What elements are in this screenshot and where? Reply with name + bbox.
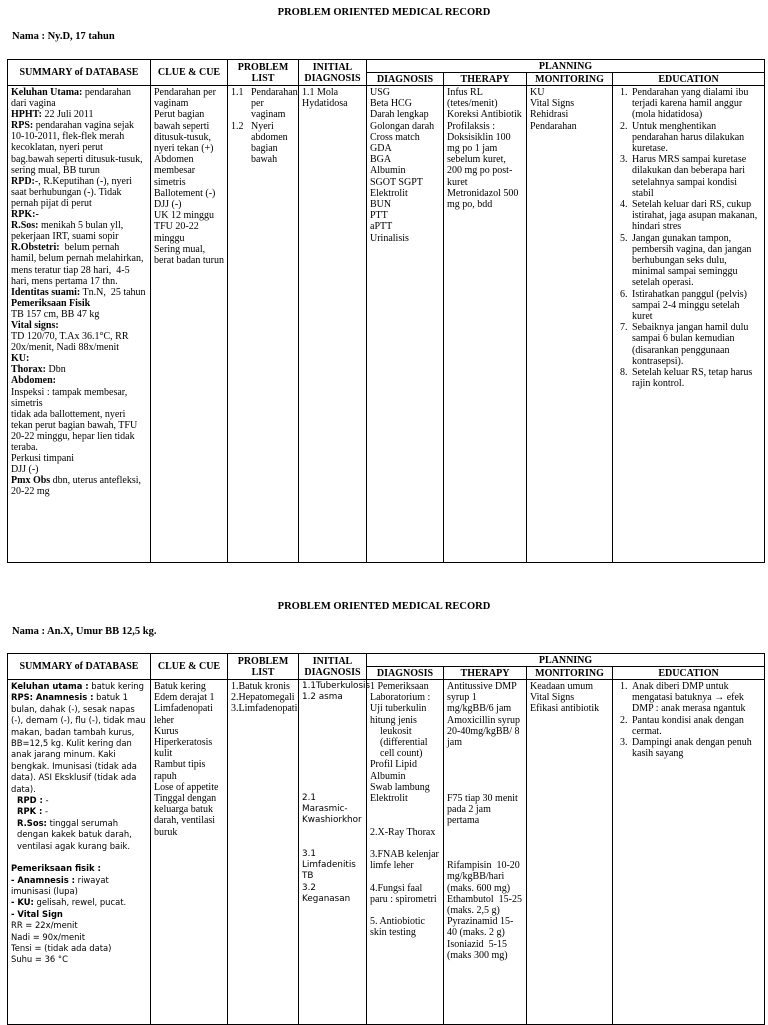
diagnosis-item: Elektrolit [370,793,408,805]
record1-monitoring-cell [527,86,613,563]
summary-text: - [42,795,49,806]
summary-label: Pemeriksaan Fisik [11,297,91,309]
clue-item: Perut bagian bawah seperti ditusuk-tusuk, nyeri tekan (+) [154,109,214,155]
therapy-item: Antitussive DMP syrup 1 mg/kgBB/6 jam [447,681,519,715]
summary-text: tidak ada ballottement, nyeri tekan perut bagian bawah, TFU 20-22 minggu, hepar lien tidak teraba. [11,408,140,453]
header-monitoring: MONITORING [527,667,613,680]
education-item: 5. Jangan gunakan tampon, pembersih vagina, dan jangan berhubungan seks dulu, minimal sampai seminggu setelah operasi. [630,233,761,289]
diagnosis-item: SGOT SGPT [370,176,423,188]
header-problem-list: PROBLEM LIST [228,654,299,680]
monitoring-item: Rehidrasi [530,109,569,121]
summary-line [11,387,147,409]
summary-line [11,818,147,852]
summary-label: Vital signs: [11,319,59,331]
record1-patient-name: Nama : Ny.D, 17 tahun [12,31,115,42]
summary-label: Pemeriksaan fisik : [11,863,101,874]
header-therapy: THERAPY [444,667,527,680]
diagnosis-item: 2.X-Ray Thorax [370,826,436,838]
summary-line [11,209,147,220]
clue-item: Limfadenopati leher [154,703,216,726]
diagnosis-item: Cross match [370,131,420,143]
summary-label: Pmx Obs [11,475,51,487]
record1-therapy-cell [444,86,527,563]
record2-initial-cell [299,680,371,1025]
education-item: 1. Anak diberi DMP untuk mengatasi batuknya → efek DMP : anak merasa ngantuk [630,681,761,715]
header-education: EDUCATION [613,73,765,86]
summary-text: RR = 22x/menit [11,920,78,931]
header-problem-list: PROBLEM LIST [228,60,299,86]
diagnosis-item: aPTT [370,221,393,233]
record2-monitoring-cell [527,680,613,1025]
summary-label: KU: [11,353,30,365]
diagnosis-item: Beta HCG [370,98,412,110]
problem-text: Pendarahan per vaginam [251,87,298,121]
summary-label: RPD: [11,175,35,187]
summary-text: pendarahan dari vagina [11,87,134,110]
summary-line [11,87,147,109]
initial-diagnosis: 1.1 Mola Hydatidosa [302,87,348,110]
summary-text: menikah 5 bulan yll, pekerjaan IRT, suami sopir [11,220,126,243]
summary-line [11,932,147,943]
summary-line [11,364,147,375]
header-initial-diagnosis: INITIAL DIAGNOSIS [299,60,367,86]
summary-text: - [42,806,49,817]
record1-problem-cell [228,86,299,563]
summary-line [11,681,147,692]
summary-text: DJJ (-) [11,464,39,476]
diagnosis-item: Uji tuberkulin hitung jenis [370,703,429,726]
clue-item: Tinggal dengan keluarga batuk darah, ventilasi buruk [154,793,219,838]
problem-item [231,87,298,121]
summary-line [11,795,147,806]
diagnosis-item: Urinalisis [370,232,409,244]
problem-text: Nyeri abdomen bagian bawah [251,120,288,166]
summary-line [11,287,147,298]
summary-line [11,954,147,965]
summary-label: Keluhan Utama: [11,87,83,98]
monitoring-item: Pendarahan [530,120,577,132]
header-monitoring: MONITORING [527,73,613,86]
therapy-item: Profilaksis : [447,120,496,132]
therapy-item: Doksisiklin 100 mg po 1 jam sebelum kuret, 200 mg po post-kuret [447,131,514,188]
summary-label: - Vital Sign [11,908,63,919]
summary-text: Perkusi timpani [11,453,75,465]
education-item: 3. Dampingi anak dengan penuh kasih sayang [630,737,761,759]
diagnosis-item: leukosit (differential cell count) [380,725,431,760]
diagnosis-item: 1 Pemeriksaan Laboratorium : [370,681,432,704]
diagnosis-item: Swab lambung [370,781,430,793]
summary-line [11,409,147,453]
record1-clue-cell [151,86,228,563]
record1-initial-cell [299,86,367,563]
monitoring-item: Efikasi antibiotik [530,703,600,715]
therapy-item: Koreksi Antibiotik [447,109,522,121]
summary-line [11,909,147,920]
summary-line [11,863,147,874]
summary-text: Inspeksi : tampak membesar, simetris [11,386,130,409]
summary-text: Tensi = (tidak ada data) [11,942,112,953]
problem-number: 1.2 [231,120,244,132]
initial-diagnosis-item: 3.1 Limfadenitis TB [302,849,359,882]
summary-line [11,475,147,497]
problem-item: 3.Limfadenopati [231,703,298,715]
education-item: 7. Sebaiknya jangan hamil dulu sampai 6 bulan kemudian (disarankan penggunaan kontrasepsi). [630,322,761,367]
summary-line [11,852,147,863]
summary-line [11,353,147,364]
monitoring-item: KU [530,87,545,98]
summary-label: - KU: [11,897,34,908]
clue-item: Sering mual, berat badan turun [154,243,224,267]
summary-label: Keluhan utama : [11,681,89,691]
summary-label: RPS: Anamnesis : [11,692,94,703]
record1-diagnosis-cell [367,86,444,563]
diagnosis-item: 5. Antiobiotic skin testing [370,916,428,939]
diagnosis-item: Elektrolit [370,187,408,199]
summary-label: RPK : [17,806,43,817]
monitoring-item: Vital Signs [530,692,575,704]
summary-line [11,875,147,898]
summary-text: pendarahan vagina sejak 10-10-2011, flek-flek merah kecoklatan, nyeri perut bag.bawah seperti ditusuk-tusuk, sering mual, BB turun [11,120,146,176]
initial-diagnosis-item: 1.2 asma [302,692,343,703]
summary-label: RPS: [11,120,34,132]
summary-label: R.Sos: [11,220,39,232]
summary-label: R.Obstetri: [11,242,60,254]
diagnosis-item: Profil Lipid [370,759,417,771]
record1-title: PROBLEM ORIENTED MEDICAL RECORD [277,7,491,18]
problem-item: 1.Batuk kronis [231,681,290,692]
record2-title: PROBLEM ORIENTED MEDICAL RECORD [277,601,491,612]
summary-text: batuk 1 bulan, dahak (-), sesak napas (-), demam (-), flu (-), tidak mau makan, badan tambah kurus, BB=12,5 kg. Kulit kering dan anak jarang minum. Kaki bengkak. Imunisasi (tidak ada data). ASI Eksklusif (tidak ada data). [11,692,149,794]
summary-line [11,320,147,331]
summary-text: belum pernah hamil, belum pernah melahirkan, mens teratur tiap 28 hari, 4-5 hari, mens pertama 17 thn. [11,242,146,287]
education-item: 3. Harus MRS sampai kuretase dilakukan dan beberapa hari setelahnya sampai kondisi stabil [630,154,761,199]
diagnosis-item: Albumin [370,165,406,177]
clue-item: Rambut tipis rapuh [154,759,208,782]
problem-item: 2.Hepatomegali [231,692,295,704]
header-planning: PLANNING [367,654,765,667]
summary-label: R.Sos: [17,817,47,828]
record2-problem-cell [228,680,299,1025]
diagnosis-item: BUN [370,199,392,211]
clue-item: Ballotement (-) [154,187,216,199]
header-summary: SUMMARY of DATABASE [8,60,151,86]
diagnosis-item: BGA [370,154,392,166]
header-diagnosis: DIAGNOSIS [367,667,444,680]
summary-text: Tn.N, 25 tahun [80,286,146,298]
summary-line [11,298,147,309]
record2-table [7,653,765,1025]
therapy-item: Pyrazinamid 15-40 (maks. 2 g) [447,916,514,939]
summary-label: RPD : [17,795,43,806]
summary-label: HPHT: [11,109,42,121]
clue-item: Edem derajat 1 [154,692,215,704]
summary-line [11,464,147,475]
diagnosis-item: 3.FNAB kelenjar limfe leher [370,849,442,872]
summary-line [11,331,147,353]
summary-line [11,220,147,242]
summary-label: Identitas suami: [11,286,81,298]
problem-number: 1.1 [231,87,244,98]
therapy-item: Amoxicillin syrup 20-40mg/kgBB/ 8 jam [447,714,523,749]
education-item: 6. Istirahatkan panggul (pelvis) sampai 2-4 minggu setelah kuret [630,289,761,323]
clue-item: UK 12 minggu TFU 20-22 minggu [154,210,217,244]
summary-label: Abdomen: [11,375,57,387]
summary-text: tinggal serumah dengan kakek batuk darah, ventilasi agak kurang baik. [17,817,135,851]
diagnosis-item: Darah lengkap [370,109,429,121]
summary-text: TB 157 cm, BB 47 kg [11,308,100,320]
education-item: 4. Setelah keluar dari RS, cukup istirahat, jaga asupan makanan, hindari stres [630,199,761,233]
summary-line [11,120,147,175]
summary-text: Dbn [46,364,66,376]
diagnosis-item: Albumin [370,770,406,782]
summary-line [11,176,147,209]
record2-clue-cell [151,680,228,1025]
clue-item: Pendarahan per vaginam [154,87,219,110]
therapy-item: Isoniazid 5-15 (maks 300 mg) [447,938,510,961]
summary-text: Suhu = 36 °C [11,954,68,965]
header-summary: SUMMARY of DATABASE [8,654,151,680]
therapy-item: F75 tiap 30 menit pada 2 jam pertama [447,793,521,827]
clue-item: Abdomen membesar simetris [154,154,198,188]
record2-education-cell [613,680,765,1025]
header-therapy: THERAPY [444,73,527,86]
therapy-item: Rifampisin 10-20 mg/kgBB/hari (maks. 600 mg) [447,860,523,894]
summary-line [11,375,147,386]
summary-line [11,453,147,464]
header-initial-diagnosis: INITIAL DIAGNOSIS [299,654,367,680]
diagnosis-item: 4.Fungsi faal paru : spirometri [370,882,437,905]
summary-text: -, R.Keputihan (-), nyeri saat berhubungan (-). Tidak pernah pijat di perut [11,175,135,209]
diagnosis-item: USG [370,87,391,98]
monitoring-item: Keadaan umum [530,681,594,692]
summary-text: gelisah, rewel, pucat. [33,897,127,908]
diagnosis-item: Golongan darah [370,120,435,132]
header-clue: CLUE & CUE [151,60,228,86]
summary-text: dbn, uterus antefleksi, 20-22 mg [11,475,144,498]
header-clue: CLUE & CUE [151,654,228,680]
clue-item: Lose of appetite [154,781,219,793]
record2-diagnosis-cell [367,680,444,1025]
education-item: 2. Untuk menghentikan pendarahan harus dilakukan kuretase. [630,121,761,155]
summary-label: Thorax: [11,364,46,376]
diagnosis-item: GDA [370,143,392,155]
header-education: EDUCATION [613,667,765,680]
summary-line [11,806,147,817]
therapy-item: Ethambutol 15-25 (maks. 2,5 g) [447,893,525,917]
summary-line [11,943,147,954]
record1-education-cell [613,86,765,563]
summary-text: riwayat imunisasi (lupa) [11,874,112,896]
education-item: 2. Pantau kondisi anak dengan cermat. [630,715,761,737]
clue-item: Hiperkeratosis kulit [154,737,215,760]
record2-therapy-cell [444,680,527,1025]
education-item: 8. Setelah keluar RS, tetap harus rajin kontrol. [630,367,761,389]
summary-line [11,242,147,286]
clue-item: Batuk kering [154,681,206,692]
record2-summary-cell [8,680,151,1025]
initial-diagnosis-item: 3.2 Keganasan [302,882,351,904]
summary-line [11,109,147,120]
summary-text: batuk kering [88,681,144,691]
initial-diagnosis-item: 1.1Tuberkulosis [302,681,371,691]
record2-patient-name: Nama : An.X, Umur BB 12,5 kg. [12,626,157,637]
diagnosis-item: PTT [370,210,388,222]
header-planning: PLANNING [367,60,765,73]
education-item: 1. Pendarahan yang dialami ibu terjadi karena hamil anggur (mola hidatidosa) [630,87,761,121]
therapy-item: Infus RL (tetes/menit) [447,87,498,110]
summary-label: RPK:- [11,209,39,221]
therapy-item: Metronidazol 500 mg po, bdd [447,187,521,211]
summary-line [11,897,147,908]
record1-table [7,59,765,563]
problem-item [231,121,295,166]
header-diagnosis: DIAGNOSIS [367,73,444,86]
summary-text: TD 120/70, T.Ax 36.1°C, RR 20x/menit, Nadi 88x/menit [11,331,132,354]
monitoring-item: Vital Signs [530,98,575,110]
clue-item: DJJ (-) [154,199,182,211]
summary-line [11,309,147,320]
initial-diagnosis-item: 2.1 Marasmic-Kwashiorkhor [302,793,362,826]
record1-summary-cell [8,86,151,563]
clue-item: Kurus [154,725,179,737]
summary-text: 22 Juli 2011 [41,109,94,121]
summary-text: Nadi = 90x/menit [11,931,86,942]
summary-line [11,692,147,795]
summary-line [11,920,147,931]
summary-label: - Anamnesis : [11,874,75,885]
